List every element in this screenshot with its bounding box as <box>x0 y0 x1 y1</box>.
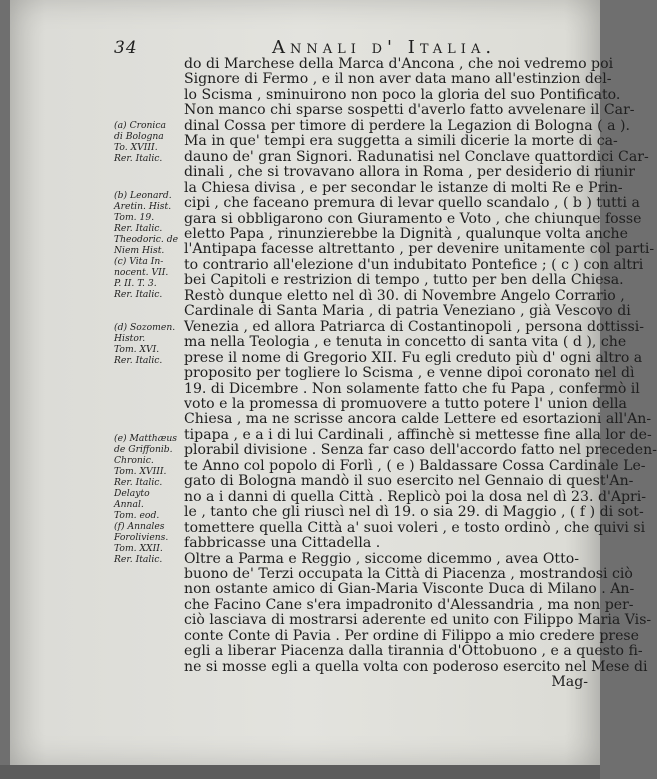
text-line: lo Scisma , sminuirono non poco la gloria del suo Pontificato. <box>184 86 621 103</box>
margin-note-line: Theodoric. de <box>114 234 179 245</box>
margin-note <box>114 120 188 164</box>
text-line: voto e la promessa di promuovere a tutto potere l' union della <box>184 395 627 412</box>
margin-note-line: Tom. 19. <box>114 212 155 223</box>
text-line: Ma in que' tempi era suggetta a simili dicerie la morte di ca- <box>184 133 618 150</box>
margin-note <box>114 433 188 565</box>
text-line: gato di Bologna mandò il suo esercito nel Gennaio di quest'An- <box>184 473 634 490</box>
text-line: do di Marchese della Marca d'Ancona , che noi vedremo poi <box>184 56 614 72</box>
margin-note <box>114 256 188 300</box>
text-line: la Chiesa divisa , e per secondar le istanze di molti Re e Prin- <box>184 179 623 196</box>
margin-note-line: Rer. Italic. <box>114 477 163 488</box>
text-line: Non manco chi sparse sospetti d'averlo fatto avvelenare il Car- <box>184 102 635 119</box>
text-line: ciò lasciava di mostrarsi aderente ed unito con Filippo Maria Vis- <box>184 612 652 629</box>
text-line: no a i danni di quella Città . Replicò poi la dosa nel dì 23. d'Apri- <box>184 488 647 505</box>
text-line: le , tanto che gli riuscì nel dì 19. o sia 29. di Maggio , ( f ) di sot- <box>184 504 644 521</box>
text-line: egli a liberar Piacenza dalla tirannia d'Ottobuono , e a questo fi- <box>184 643 643 660</box>
margin-note-line: de Griffonib. <box>114 444 173 455</box>
text-line: ne si mosse egli a quella volta con poderoso esercito nel Mese di <box>184 658 648 675</box>
text-line: tipapa , e a i di lui Cardinali , affinchè si mettesse fine alla lor de- <box>184 426 652 443</box>
catchword: Mag- <box>551 674 588 691</box>
text-line: cipi , che faceano premura di levar quello scandalo , ( b ) tutti a <box>184 195 640 212</box>
margin-note-line: (b) Leonard. <box>114 190 172 201</box>
margin-note-line: Tom. XVIII. <box>114 466 167 477</box>
margin-note-line: To. XVIII. <box>114 142 158 153</box>
margin-note-line: P. II. T. 3. <box>114 278 157 289</box>
margin-note-line: Rer. Italic. <box>114 223 163 234</box>
margin-note-line: di Bologna <box>114 131 164 142</box>
margin-note-line: (f) Annales <box>114 521 165 532</box>
text-line: Chiesa , ma ne scrisse ancora calde Lettere ed esortazioni all'An- <box>184 411 652 428</box>
margin-note <box>114 322 188 366</box>
book-page <box>10 0 657 765</box>
text-line: dinali , che si trovavano allora in Roma , per desiderio di riunir <box>184 164 635 181</box>
margin-note-line: Histor. <box>114 333 146 344</box>
running-title: Annali d' Italia. <box>272 37 497 58</box>
margin-note-line: Rer. Italic. <box>114 289 163 300</box>
text-line: dauno de' gran Signori. Radunatisi nel Conclave quattordici Car- <box>184 148 649 165</box>
text-line: ma nella Teologia , e tenuta in concetto di santa vita ( d ), che <box>184 334 627 351</box>
text-line: plorabil divisione . Senza far caso dell'accordo fatto nel preceden- <box>184 442 657 459</box>
margin-note-line: Delayto <box>114 488 150 499</box>
page-number: 34 <box>114 38 138 58</box>
margin-note-line: nocent. VII. <box>114 267 169 278</box>
margin-note-line: Rer. Italic. <box>114 153 163 164</box>
text-line: gara si obbligarono con Giuramento e Voto , che chiunque fosse <box>184 210 642 227</box>
margin-note-line: Tom. XXII. <box>114 543 163 554</box>
text-line: Signore di Fermo , e il non aver data mano all'estinzion del- <box>184 71 612 88</box>
text-line: conte Conte di Pavia . Per ordine di Filippo a mio credere prese <box>184 627 640 644</box>
text-line: prese il nome di Gregorio XII. Fu egli creduto più d' ogni altro a <box>184 349 643 366</box>
body-text <box>184 56 657 691</box>
text-line: Cardinale di Santa Maria , di patria Veneziano , già Vescovo di <box>184 303 631 320</box>
margin-note <box>114 190 188 256</box>
text-line: che Facino Cane s'era impadronito d'Alessandria , ma non per- <box>184 596 634 613</box>
margin-note-line: Tom. XVI. <box>114 344 160 355</box>
margin-note-line: Tom. eod. <box>114 510 160 521</box>
margin-note-line: (c) Vita In- <box>114 256 164 267</box>
margin-note-line: Foroliviens. <box>114 532 169 543</box>
margin-note-line: Chronic. <box>114 455 154 466</box>
text-line: to contrario all'elezione d'un indubitato Pontefice ; ( c ) con altri <box>184 256 644 273</box>
text-line: eletto Papa , rinunzierebbe la Dignità , qualunque volta anche <box>184 225 628 242</box>
text-line: non ostante amico di Gian-Maria Visconte Duca di Milano . An- <box>184 581 635 598</box>
margin-note-line: Rer. Italic. <box>114 554 163 565</box>
text-line: l'Antipapa facesse altrettanto , per devenire unitamente col parti- <box>184 241 655 258</box>
text-line: tomettere quella Città a' suoi voleri , e tosto ordinò , che quivi si <box>184 519 646 536</box>
margin-note-line: (a) Cronica <box>114 120 166 131</box>
text-line: buono de' Terzi occupata la Città di Piacenza , mostrandosi ciò <box>184 565 633 582</box>
margin-note-line: Aretin. Hist. <box>114 201 172 212</box>
margin-note-line: (d) Sozomen. <box>114 322 176 333</box>
text-line: Restò dunque eletto nel dì 30. di Novembre Angelo Corrario , <box>184 287 625 304</box>
margin-note-line: Annal. <box>114 499 144 510</box>
text-line: 19. di Dicembre . Non solamente fatto che fu Papa , confermò il <box>184 380 640 397</box>
text-line: bei Capitoli e restrizion di tempo , tutto per ben della Chiesa. <box>184 272 624 289</box>
margin-note-line: (e) Matthæus <box>114 433 177 444</box>
margin-note-line: Rer. Italic. <box>114 355 163 366</box>
text-line: fabbricasse una Cittadella . <box>184 535 381 552</box>
text-line: Oltre a Parma e Reggio , siccome dicemmo , avea Otto- <box>184 550 579 567</box>
text-line: Venezia , ed allora Patriarca di Costantinopoli , persona dottissi- <box>184 318 645 335</box>
text-line: dinal Cossa per timore di perdere la Legazion di Bologna ( a ). <box>184 117 630 134</box>
text-line: proposito per togliere lo Scisma , e venne dipoi coronato nel dì <box>184 365 635 382</box>
scan-border <box>0 765 600 779</box>
margin-note-line: Niem Hist. <box>114 245 165 256</box>
text-line: te Anno col popolo di Forlì , ( e ) Baldassare Cossa Cardinale Le- <box>184 457 646 474</box>
